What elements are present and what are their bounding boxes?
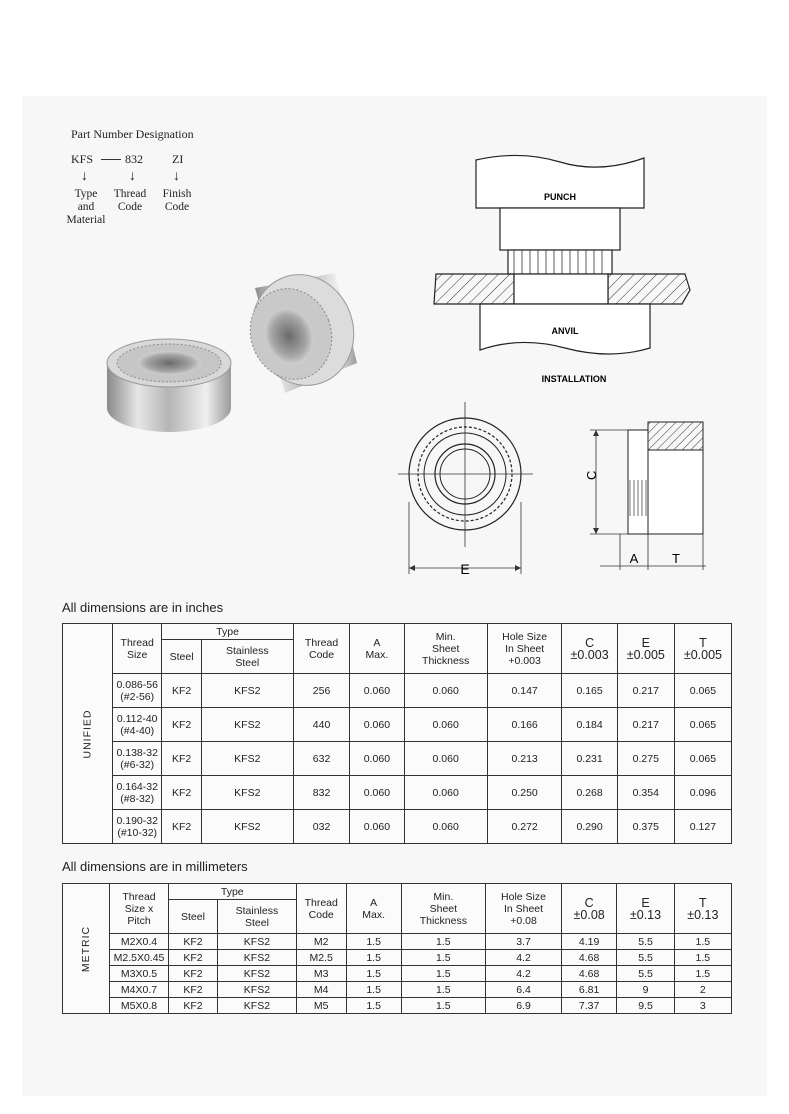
cell-steel: KF2 bbox=[162, 708, 201, 742]
table-row bbox=[63, 708, 732, 742]
cell-code: 256 bbox=[293, 674, 350, 708]
cell-code: M3 bbox=[296, 966, 346, 982]
cell-t: 1.5 bbox=[674, 966, 731, 982]
cell-t: 3 bbox=[674, 998, 731, 1014]
header-type: Type bbox=[168, 884, 296, 900]
header-stainless: Stainless Steel bbox=[218, 900, 297, 934]
cell-c: 0.268 bbox=[562, 776, 617, 810]
cell-e: 5.5 bbox=[617, 934, 674, 950]
cell-stainless: KFS2 bbox=[218, 998, 297, 1014]
cell-hole: 0.213 bbox=[487, 742, 562, 776]
header-thread-code: Thread Code bbox=[293, 624, 350, 674]
header-thread-size: Thread Size x Pitch bbox=[110, 884, 169, 934]
cell-e: 5.5 bbox=[617, 950, 674, 966]
header-a-max: A Max. bbox=[350, 624, 404, 674]
cell-a: 0.060 bbox=[350, 810, 404, 844]
installation-label: INSTALLATION bbox=[541, 374, 607, 384]
cell-size: M3X0.5 bbox=[110, 966, 169, 982]
designation-title: Part Number Designation bbox=[71, 127, 194, 141]
cell-e: 0.217 bbox=[617, 708, 674, 742]
cell-code: M5 bbox=[296, 998, 346, 1014]
cell-t: 0.065 bbox=[674, 674, 731, 708]
cell-e: 0.354 bbox=[617, 776, 674, 810]
cell-sheet: 1.5 bbox=[401, 966, 486, 982]
cell-code: M4 bbox=[296, 982, 346, 998]
cell-sheet: 0.060 bbox=[404, 810, 487, 844]
cell-stainless: KFS2 bbox=[218, 934, 297, 950]
cell-c: 4.68 bbox=[561, 950, 616, 966]
table-row bbox=[63, 998, 732, 1014]
metric-caption: All dimensions are in millimeters bbox=[62, 859, 248, 874]
cell-steel: KF2 bbox=[162, 742, 201, 776]
cell-hole: 0.166 bbox=[487, 708, 562, 742]
top-view-drawing bbox=[398, 402, 533, 578]
cell-size: 0.164-32 (#8-32) bbox=[113, 776, 162, 810]
nut-left bbox=[107, 339, 231, 432]
cell-sheet: 0.060 bbox=[404, 776, 487, 810]
table-row bbox=[63, 776, 732, 810]
installation-drawing bbox=[430, 150, 695, 390]
table-row bbox=[63, 742, 732, 776]
cell-size: M4X0.7 bbox=[110, 982, 169, 998]
cell-sheet: 1.5 bbox=[401, 982, 486, 998]
cell-c: 7.37 bbox=[561, 998, 616, 1014]
cell-hole: 0.272 bbox=[487, 810, 562, 844]
cell-size: 0.086-56 (#2-56) bbox=[113, 674, 162, 708]
header-steel: Steel bbox=[168, 900, 217, 934]
header-e: E ±0.13 bbox=[617, 884, 674, 934]
header-hole-size: Hole Size In Sheet +0.08 bbox=[486, 884, 562, 934]
table-row bbox=[63, 982, 732, 998]
cell-sheet: 0.060 bbox=[404, 708, 487, 742]
cell-a: 0.060 bbox=[350, 776, 404, 810]
cell-hole: 6.4 bbox=[486, 982, 562, 998]
cell-hole: 6.9 bbox=[486, 998, 562, 1014]
header-t: T ±0.005 bbox=[674, 624, 731, 674]
cell-t: 0.127 bbox=[674, 810, 731, 844]
cell-size: 0.138-32 (#6-32) bbox=[113, 742, 162, 776]
designation-label-finish: Finish Code bbox=[162, 188, 192, 213]
cell-e: 0.375 bbox=[617, 810, 674, 844]
cell-e: 9.5 bbox=[617, 998, 674, 1014]
cell-sheet: 1.5 bbox=[401, 950, 486, 966]
designation-code-type: KFS bbox=[71, 152, 94, 166]
unified-caption: All dimensions are in inches bbox=[62, 600, 224, 615]
cell-steel: KF2 bbox=[168, 982, 217, 998]
product-photo bbox=[95, 268, 370, 438]
cell-e: 5.5 bbox=[617, 966, 674, 982]
cell-a: 1.5 bbox=[346, 950, 401, 966]
cell-code: 832 bbox=[293, 776, 350, 810]
cell-e: 0.275 bbox=[617, 742, 674, 776]
cell-c: 0.290 bbox=[562, 810, 617, 844]
arrow-down-icon: ↓ bbox=[173, 167, 180, 183]
designation-dash bbox=[101, 159, 121, 160]
table-row bbox=[63, 950, 732, 966]
header-thread-size: Thread Size bbox=[113, 624, 162, 674]
nut-knurl bbox=[508, 250, 612, 274]
unified-table bbox=[62, 623, 732, 844]
cell-a: 0.060 bbox=[350, 742, 404, 776]
arrow-down-icon: ↓ bbox=[129, 167, 136, 183]
sheet-left bbox=[434, 274, 514, 304]
nut-right bbox=[237, 268, 369, 400]
cell-size: 0.112-40 (#4-40) bbox=[113, 708, 162, 742]
cell-steel: KF2 bbox=[168, 934, 217, 950]
nut-shank bbox=[514, 274, 608, 304]
designation-label-thread: Thread Code bbox=[113, 188, 147, 213]
nut-body bbox=[500, 208, 620, 250]
cell-code: M2.5 bbox=[296, 950, 346, 966]
cell-t: 0.065 bbox=[674, 708, 731, 742]
cell-stainless: KFS2 bbox=[201, 708, 293, 742]
dim-a-label: A bbox=[629, 551, 639, 566]
metric-side-label: METRIC bbox=[63, 884, 110, 1014]
cell-a: 0.060 bbox=[350, 674, 404, 708]
cell-c: 0.184 bbox=[562, 708, 617, 742]
header-stainless: Stainless Steel bbox=[201, 640, 293, 674]
cell-c: 4.19 bbox=[561, 934, 616, 950]
cell-size: 0.190-32 (#10-32) bbox=[113, 810, 162, 844]
cell-stainless: KFS2 bbox=[218, 966, 297, 982]
cell-t: 1.5 bbox=[674, 950, 731, 966]
cell-code: M2 bbox=[296, 934, 346, 950]
header-type: Type bbox=[162, 624, 293, 640]
cell-t: 2 bbox=[674, 982, 731, 998]
header-t: T ±0.13 bbox=[674, 884, 731, 934]
header-thread-code: Thread Code bbox=[296, 884, 346, 934]
table-row bbox=[63, 674, 732, 708]
cell-steel: KF2 bbox=[162, 810, 201, 844]
cell-code: 032 bbox=[293, 810, 350, 844]
cell-sheet: 1.5 bbox=[401, 934, 486, 950]
header-hole-size: Hole Size In Sheet +0.003 bbox=[487, 624, 562, 674]
cell-steel: KF2 bbox=[168, 998, 217, 1014]
designation-code-finish: ZI bbox=[172, 152, 184, 166]
cell-stainless: KFS2 bbox=[201, 674, 293, 708]
cell-c: 0.165 bbox=[562, 674, 617, 708]
cell-hole: 3.7 bbox=[486, 934, 562, 950]
cell-size: M2.5X0.45 bbox=[110, 950, 169, 966]
cell-steel: KF2 bbox=[168, 950, 217, 966]
metric-table bbox=[62, 883, 732, 1014]
dim-t-label: T bbox=[672, 551, 680, 566]
anvil-label: ANVIL bbox=[551, 326, 579, 336]
cell-a: 1.5 bbox=[346, 934, 401, 950]
header-steel: Steel bbox=[162, 640, 201, 674]
cell-sheet: 0.060 bbox=[404, 674, 487, 708]
header-c: C ±0.003 bbox=[562, 624, 617, 674]
cell-t: 0.065 bbox=[674, 742, 731, 776]
table-row bbox=[63, 966, 732, 982]
cell-code: 632 bbox=[293, 742, 350, 776]
sheet-right bbox=[608, 274, 690, 304]
cell-hole: 4.2 bbox=[486, 950, 562, 966]
designation-code-thread: 832 bbox=[125, 152, 143, 166]
cell-a: 0.060 bbox=[350, 708, 404, 742]
cell-c: 6.81 bbox=[561, 982, 616, 998]
cell-t: 0.096 bbox=[674, 776, 731, 810]
cell-steel: KF2 bbox=[162, 674, 201, 708]
cell-a: 1.5 bbox=[346, 966, 401, 982]
unified-side-label: UNIFIED bbox=[63, 624, 113, 844]
cell-t: 1.5 bbox=[674, 934, 731, 950]
cell-e: 9 bbox=[617, 982, 674, 998]
table-row bbox=[63, 934, 732, 950]
cell-hole: 0.250 bbox=[487, 776, 562, 810]
cell-stainless: KFS2 bbox=[218, 982, 297, 998]
header-min-sheet: Min. Sheet Thickness bbox=[401, 884, 486, 934]
dim-e-label: E bbox=[460, 561, 470, 577]
cell-size: M5X0.8 bbox=[110, 998, 169, 1014]
cell-c: 0.231 bbox=[562, 742, 617, 776]
cell-code: 440 bbox=[293, 708, 350, 742]
cell-steel: KF2 bbox=[168, 966, 217, 982]
cell-hole: 0.147 bbox=[487, 674, 562, 708]
table-row bbox=[63, 810, 732, 844]
cell-sheet: 0.060 bbox=[404, 742, 487, 776]
header-c: C ±0.08 bbox=[561, 884, 616, 934]
side-view-drawing bbox=[578, 418, 713, 578]
cell-a: 1.5 bbox=[346, 982, 401, 998]
cell-hole: 4.2 bbox=[486, 966, 562, 982]
header-e: E ±0.005 bbox=[617, 624, 674, 674]
cell-size: M2X0.4 bbox=[110, 934, 169, 950]
cell-e: 0.217 bbox=[617, 674, 674, 708]
arrow-down-icon: ↓ bbox=[81, 167, 88, 183]
cell-stainless: KFS2 bbox=[201, 810, 293, 844]
cell-stainless: KFS2 bbox=[201, 776, 293, 810]
header-min-sheet: Min. Sheet Thickness bbox=[404, 624, 487, 674]
cell-stainless: KFS2 bbox=[201, 742, 293, 776]
dim-c-label: C bbox=[584, 470, 599, 480]
designation-label-type: Type and Material bbox=[66, 188, 106, 226]
cell-stainless: KFS2 bbox=[218, 950, 297, 966]
cell-c: 4.68 bbox=[561, 966, 616, 982]
header-a-max: A Max. bbox=[346, 884, 401, 934]
cell-steel: KF2 bbox=[162, 776, 201, 810]
cell-a: 1.5 bbox=[346, 998, 401, 1014]
cell-sheet: 1.5 bbox=[401, 998, 486, 1014]
punch-label: PUNCH bbox=[543, 192, 577, 202]
